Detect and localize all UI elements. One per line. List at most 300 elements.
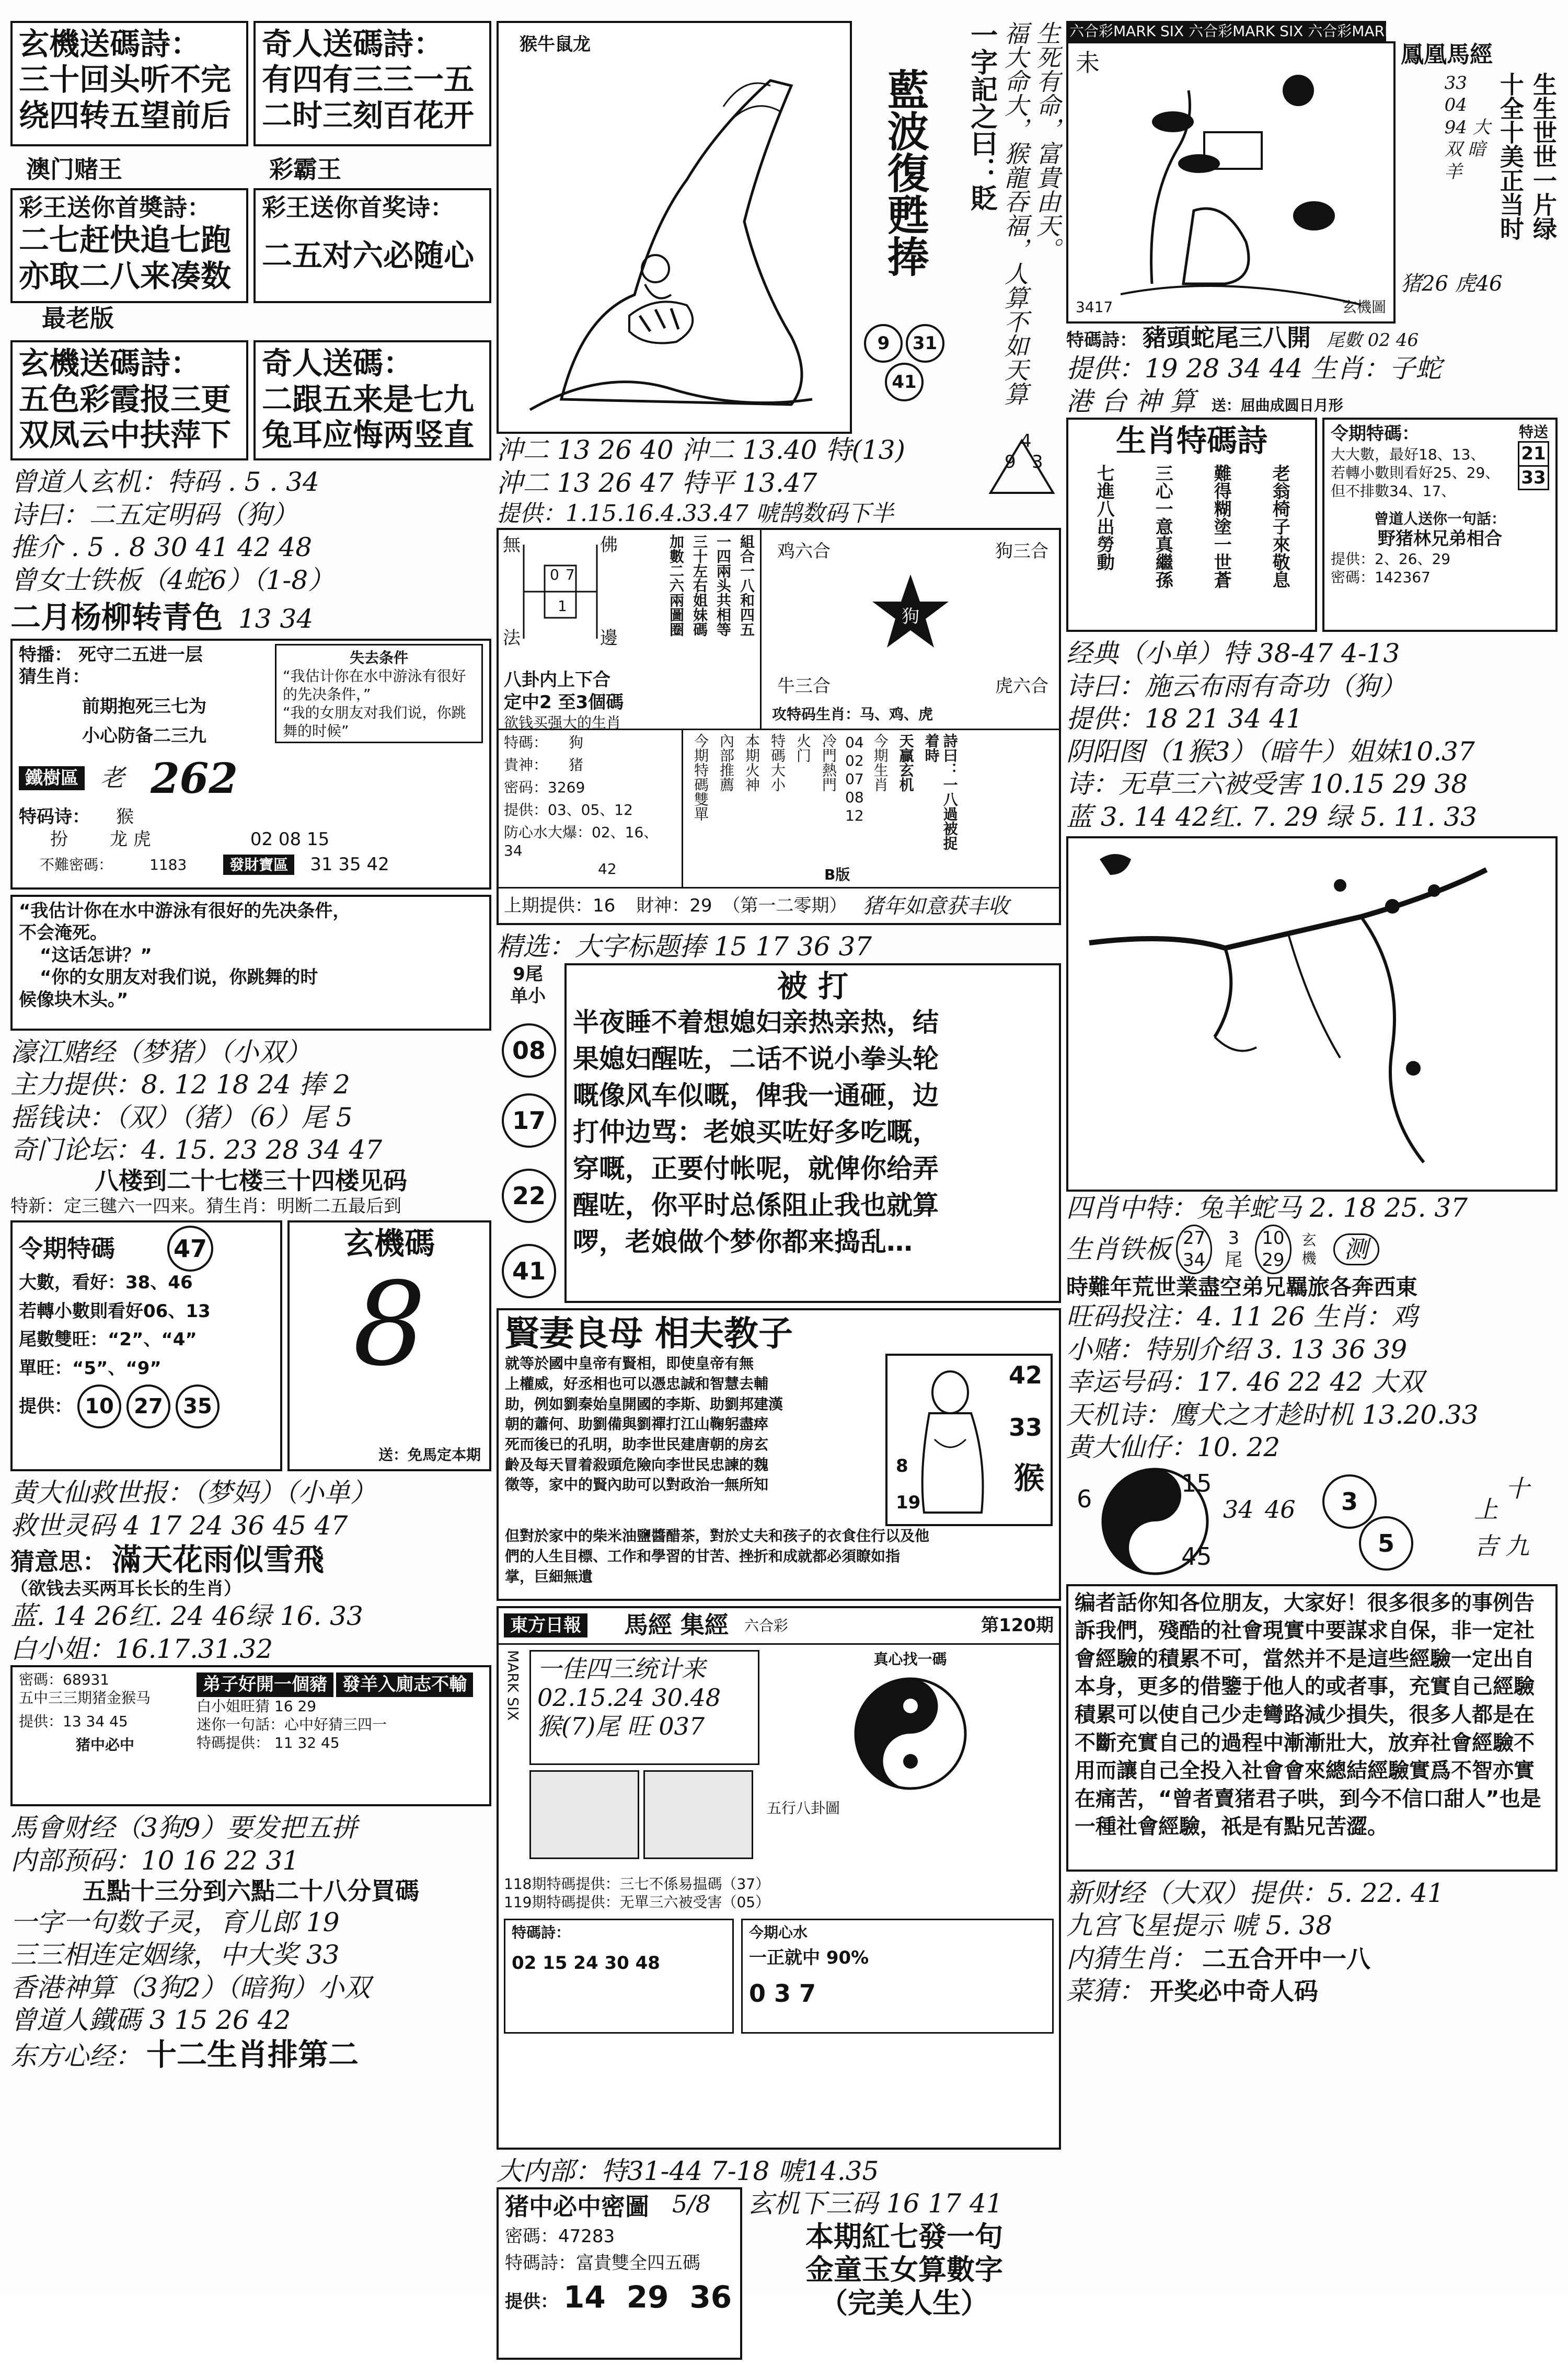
maj-tem-box xyxy=(504,1919,734,2034)
tieban-ce: 测 xyxy=(1333,1233,1379,1265)
lingqi2-l1: 大大數，最好18、13、 xyxy=(1331,445,1485,463)
branch-bird-drawing xyxy=(1068,838,1555,1190)
jingxuan-line: 精选：大字标题捧 15 17 36 37 xyxy=(497,931,872,962)
vert-poem-2: 福大命大，猴龍吞福，人算不如天算 xyxy=(1000,21,1029,406)
yinyang-line: 阴阳图（1猴3）（暗牛）姐妹10.37 xyxy=(1066,736,1475,767)
huangdx-line: 黄大仙仔：10. 22 xyxy=(1066,1432,1281,1463)
illus-caption: 猴牛鼠龙 xyxy=(520,34,591,55)
lingqi2-mi-v: 142367 xyxy=(1375,569,1431,586)
prize-box-2 xyxy=(253,188,491,303)
vert-num-3: 41 xyxy=(885,363,924,401)
jintong-line: 金童玉女算數字 xyxy=(805,2253,1003,2287)
tieban-n1: 27 xyxy=(1183,1227,1206,1249)
lingqi-line1: 大數，看好：38、46 xyxy=(19,1272,193,1294)
bagua-grid xyxy=(497,528,1061,925)
tebox-side-text2: “我的女朋友对我们说，你跳舞的时候” xyxy=(283,703,466,740)
poem1-line2: 绕四转五望前后 xyxy=(19,97,232,133)
joke-box xyxy=(10,895,491,1031)
tebox-side-title: 失去条件 xyxy=(349,649,408,666)
wudian-line: 五點十三分到六點二十八分買碼 xyxy=(83,1877,419,1906)
grid-bian: 邊 xyxy=(600,627,618,649)
grid-dingzhong: 定中2 至3個碼 xyxy=(504,691,624,713)
tebox-nums1: 02 08 15 xyxy=(250,828,330,850)
oldest-edition: 最老版 xyxy=(42,304,114,332)
maj-head-sub: 六合彩 xyxy=(744,1617,789,1634)
shiyue-line: 诗曰：施云布雨有奇功（狗） xyxy=(1066,671,1406,701)
prize1-line2: 亦取二八来凑数 xyxy=(19,258,232,294)
maj-head-mid: 馬經 集經 xyxy=(624,1611,729,1640)
lingqi-provide-label: 提供： xyxy=(19,1396,72,1417)
xianqi-n4: 19 xyxy=(896,1492,921,1514)
lan2-line: 蓝 3. 14 42红. 7. 29 绿 5. 11. 33 xyxy=(1066,801,1478,832)
grid-fa: 法 xyxy=(503,627,521,649)
tieban-pair-2 xyxy=(1255,1225,1291,1274)
hand-note-1: 曾道人玄机：特码 . 5 . 34 xyxy=(10,467,319,498)
mima-box xyxy=(10,1665,491,1806)
story-line-5: 穿嘅，正要付帐呢，就俾你给弄 xyxy=(573,1153,939,1184)
xincai-line: 新财经（大双）提供：5. 22. 41 xyxy=(1066,1877,1444,1908)
taiji-n46: 46 xyxy=(1265,1495,1296,1524)
mima-label1: 密碼： xyxy=(19,1671,63,1689)
grid-col4: 特碼大小 xyxy=(769,733,786,792)
grid-mi: 密码： xyxy=(504,779,548,796)
lingqi2-zeng: 曾道人送你一句話： xyxy=(1374,510,1506,527)
jingcai-label: 菜猜： xyxy=(1066,1976,1145,2006)
feng-hand: 猪26 虎46 xyxy=(1401,271,1503,296)
mi2-code-v: 47283 xyxy=(558,2226,615,2247)
xianqi-line-1: 就等於國中皇帝有賢相，即使皇帝有無 xyxy=(505,1355,754,1372)
willow-numbers: 13 34 xyxy=(238,604,314,634)
mi2-n3: 36 xyxy=(689,2279,732,2315)
shengxiao-title: 生肖特碼詩 xyxy=(1115,423,1267,459)
tebox-line1: 特播： 死守二五进一层 xyxy=(19,644,203,665)
grid-c4: 組合一八和四五 xyxy=(738,534,755,637)
grid-jiagua: 八卦内上下合 xyxy=(504,670,610,690)
tri-num-2: 9 xyxy=(1005,451,1016,472)
grid-tem: 特碼： xyxy=(504,734,548,751)
mima-bx: 白小姐旺猜 xyxy=(197,1697,270,1715)
caiyisi-value: 滿天花雨似雪飛 xyxy=(112,1542,325,1578)
grid-c3: 一四兩头共相等 xyxy=(714,534,732,637)
lingqi2-mi: 密碼： xyxy=(1331,569,1375,586)
grid-col6: 今期生肖 xyxy=(871,733,889,792)
sx-col-1: 老翁椅子來敬息 xyxy=(1269,464,1290,589)
maj-yizheng: 一正就中 90% xyxy=(749,1947,869,1968)
shi2-line: 诗：无草三六被受害 10.15 29 38 xyxy=(1066,769,1468,800)
right-tema-label: 特碼詩： xyxy=(1066,330,1137,351)
mima-zhuan-val: 心中好猜三四一 xyxy=(284,1715,387,1733)
xianqi-line-8: 但對於家中的柴米油鹽醬醋茶，對於丈夫和孩子的衣食住行以及他 xyxy=(505,1527,930,1545)
taiji-area xyxy=(1066,1464,1558,1584)
lingqi-circle-number: 47 xyxy=(167,1226,213,1272)
shinan-line: 時難年荒世業盡空弟兄羈旅各奔西東 xyxy=(1066,1274,1418,1300)
grid-gong: 攻特码生肖：马、鸡、虎 xyxy=(772,706,933,723)
mi2-box xyxy=(497,2187,742,2360)
jingcai-value: 开奖必中奇人码 xyxy=(1150,1977,1318,2006)
sixiao-line: 四肖中特：兔羊蛇马 2. 18 25. 37 xyxy=(1066,1193,1468,1224)
right-column xyxy=(1066,21,1558,2008)
taiji-n34: 34 xyxy=(1223,1495,1254,1524)
prize1-line1: 二七赶快追七跑 xyxy=(19,222,232,258)
feng-title: 鳳凰馬經 xyxy=(1401,41,1493,68)
poem-box-3 xyxy=(10,340,248,460)
xianqi-line-4: 朝的蕭何、助劉備與劉禪打江山鞠躬盡瘁 xyxy=(505,1415,769,1433)
mima-tesha-val: 11 32 45 xyxy=(274,1734,340,1751)
hand-note-4: 曾女士铁板（4蛇6）（1-8） xyxy=(10,564,335,595)
grid-n08: 08 xyxy=(845,789,864,806)
xingyun-line: 幸运号码：17. 46 22 42 大双 xyxy=(1066,1367,1424,1398)
maj-tem: 特碼詩： xyxy=(512,1923,571,1941)
right-tigong: 提供：19 28 34 44 生肖：子蛇 xyxy=(1066,353,1442,384)
lingqi-line2: 若轉小數則看好06、13 xyxy=(19,1300,211,1322)
tieban-n3: 3 xyxy=(1228,1227,1240,1249)
right-weishu: 尾數 02 46 xyxy=(1327,330,1419,351)
grid-zodiac-tl: 鸡六合 xyxy=(777,541,831,562)
tieban-wei: 尾 xyxy=(1225,1250,1243,1271)
hand-note-2: 诗曰：二五定明码（狗） xyxy=(10,499,298,530)
maj-issue: 第120期 xyxy=(981,1614,1054,1636)
tebox-line3: 前期抱死三七为 xyxy=(82,696,206,717)
maj-ruo: 猴(7)尾 旺 037 xyxy=(537,1712,705,1740)
tieban-n2: 34 xyxy=(1183,1250,1206,1271)
sx-col-3: 三心一意真繼孫 xyxy=(1152,464,1173,589)
mima-prov-label: 提供： xyxy=(19,1713,63,1731)
joke-line5: 候像块木头。” xyxy=(19,989,129,1010)
grid-zodiac-bl: 牛三合 xyxy=(777,675,831,697)
tebox-line2: 猜生肖： xyxy=(19,666,90,688)
tebox-code-char: 老 xyxy=(100,764,124,792)
mi2-tem: 特碼詩： xyxy=(505,2252,576,2274)
mid-hand-2: 沖二 13 26 47 特平 13.47 xyxy=(497,467,817,498)
vert-num-1: 9 xyxy=(864,324,903,363)
grid-caishen: 財神：29 xyxy=(636,895,712,917)
story-side xyxy=(497,963,559,1308)
story-side-top: 9尾 xyxy=(513,963,543,985)
maj-jia-box xyxy=(529,1650,759,1765)
xuanji-mark: 8 xyxy=(353,1257,426,1391)
tebox-side-text1: “我估计你在水中游泳有很好的先决条件，” xyxy=(283,667,466,703)
story-line-3: 嘅像风车似嘅，俾我一通砸，边 xyxy=(573,1080,939,1111)
grid-n12: 12 xyxy=(845,807,864,824)
vert-side: 一字記之曰：貶 xyxy=(965,21,997,211)
maj-nums-mid: 02 15 24 30 48 xyxy=(512,1952,660,1974)
mima-tesha: 特碼提供： xyxy=(197,1734,270,1751)
tri-num-1: 4 xyxy=(1020,430,1032,452)
lingqi2-l2: 若轉小數則看好25、29、 xyxy=(1331,464,1500,481)
maj-fin: 0 3 7 xyxy=(749,1979,816,2008)
joke-line4: “你的女朋友对我们说，你跳舞的时 xyxy=(40,967,318,988)
feng-vert-2: 十全十美正当时 xyxy=(1496,72,1525,240)
tieban-label: 生肖铁板 xyxy=(1066,1233,1171,1264)
grid-bottomright xyxy=(688,730,1059,887)
taiji-money-icon xyxy=(850,1674,971,1794)
poem3-line1: 五色彩霞报三更 xyxy=(19,381,232,417)
story-title: 被 打 xyxy=(777,968,849,1004)
lingqi-line4: 單旺：“5”、“9” xyxy=(19,1357,162,1379)
left-column xyxy=(10,21,491,2072)
xianqi-box xyxy=(497,1308,1061,1601)
maj-t2: 119期特碼提供：无單三六被受害（05） xyxy=(504,1893,770,1911)
sx-col-2: 難得糊塗一世蒼 xyxy=(1210,464,1232,589)
mi2-n1: 14 xyxy=(563,2279,606,2315)
mi2-code: 密碼： xyxy=(505,2226,558,2247)
vertical-title-strip xyxy=(857,21,951,434)
lingqi-num2: 27 xyxy=(126,1385,170,1428)
xuanji-box xyxy=(287,1220,491,1471)
gangsuan-sub: 送：屈曲成圆日月形 xyxy=(1211,396,1343,414)
sanxiang-line: 三三相连定姻缘，中大奖 33 xyxy=(10,1940,340,1970)
jiushi-line: 救世灵码 4 17 24 36 45 47 xyxy=(10,1510,348,1541)
feng-illustration xyxy=(1066,41,1396,324)
grid-mi-v: 3269 xyxy=(548,779,585,796)
grid-wu: 無 xyxy=(503,535,521,556)
tebox-seal: 發財寶區 xyxy=(223,855,294,875)
gangsuan: 港 台 神 算 xyxy=(1066,386,1196,417)
lingqi2-n2: 33 xyxy=(1518,467,1549,491)
mi2-tem-v: 富貴雙全四五碼 xyxy=(576,2252,700,2274)
maj-jia: 一佳四三统计来 xyxy=(537,1654,706,1683)
mid-hand-1: 沖二 13 26 40 沖二 13.40 特(13) xyxy=(497,435,906,465)
tianji-line: 天机诗：鹰犬之才趁时机 13.20.33 xyxy=(1066,1399,1479,1430)
prize2-title: 彩王送你首奖诗： xyxy=(262,193,454,222)
poem2-line2: 二时三刻百花开 xyxy=(262,97,475,133)
lingqi2-title: 令期特碼： xyxy=(1331,423,1420,445)
vert-poem-1: 生死有命，富貴由天。 xyxy=(1033,21,1061,261)
mima-val1: 68931 xyxy=(63,1671,110,1689)
taiji-shang: 上 xyxy=(1474,1495,1498,1524)
grid-topleft xyxy=(499,530,762,729)
lan-line: 蓝. 14 26红. 24 46绿 16. 33 xyxy=(10,1601,363,1632)
cross-grid-lines xyxy=(503,534,618,649)
zhuli-line: 主力提供：8. 12 18 24 捧 2 xyxy=(10,1069,350,1100)
qiluntan-line: 奇门论坛：4. 15. 23 28 34 47 xyxy=(10,1135,383,1166)
lingqi2-prov: 提供： xyxy=(1331,550,1375,568)
tigong2-line: 提供：18 21 34 41 xyxy=(1066,703,1303,734)
tebox-code-number: 262 xyxy=(151,753,238,803)
caiyisi-label: 猜意思： xyxy=(10,1548,107,1576)
willow-slogan: 二月杨柳转青色 xyxy=(10,599,223,636)
tebox-line4: 小心防备二三九 xyxy=(82,725,206,747)
lingqi-title: 令期特碼 xyxy=(19,1234,115,1263)
lingqi2-prov-v: 2、26、29 xyxy=(1375,550,1451,568)
grid-zodiac-br: 虎六合 xyxy=(995,675,1048,697)
xianqi-line-9: 們的人生目標、工作和學習的甘苦、挫折和成就都必須瞭如指 xyxy=(505,1548,901,1565)
grid-n02: 02 xyxy=(845,752,864,769)
prize-box-1 xyxy=(10,188,248,303)
lingqi2-side: 特送 xyxy=(1518,423,1548,441)
mi2-title: 猪中必中密圖 xyxy=(505,2193,649,2221)
taiji-n3: 3 xyxy=(1322,1474,1377,1529)
wanmei-line: （完美人生） xyxy=(820,2286,989,2320)
binjiang-line: 濠江赌经（梦猪）（小双） xyxy=(10,1036,311,1067)
mi2-prov: 提供： xyxy=(505,2291,558,2313)
story-line-2: 果媳妇醒咗，二话不说小拳头轮 xyxy=(573,1043,939,1074)
grid-gui: 貴神： xyxy=(504,756,548,774)
tebox-nums2: 31 35 42 xyxy=(310,854,389,875)
mark-six-band: 六合彩MARK SIX 六合彩MARK SIX 六合彩MARK SIX 六合彩MARK SIX xyxy=(1066,21,1386,41)
grid-m1: 0 xyxy=(550,566,559,583)
maj-ad-2 xyxy=(643,1770,753,1859)
macau-king-label: 澳门赌王 xyxy=(26,155,122,184)
hand-note-3: 推介 . 5 . 8 30 41 42 48 xyxy=(10,532,313,563)
xianqi-monkey: 猴 xyxy=(1013,1460,1044,1496)
grid-bban: B版 xyxy=(824,866,850,883)
prize2-line1: 二五对六必随心 xyxy=(262,238,475,274)
neicai-label: 内猜生肖： xyxy=(1066,1943,1197,1974)
guanyin-illustration xyxy=(885,1354,1053,1526)
maj-mark-left: MARK SIX xyxy=(504,1649,522,1721)
xianqi-line-2: 上權威，好丞相也可以憑忠誠和智慧去輔 xyxy=(505,1375,769,1392)
poem-box-1 xyxy=(10,21,248,146)
story-side-sub: 单小 xyxy=(510,986,546,1007)
xuanji-title: 玄機碼 xyxy=(343,1226,435,1262)
texin-line: 特新：定三毽六一四来。猜生肖：明断二五最后到 xyxy=(10,1195,401,1217)
grid-bottomleft xyxy=(499,730,683,887)
tebox-code-label: 鐵樹區 xyxy=(19,766,85,791)
grid-fo: 佛 xyxy=(600,535,618,556)
grid-hand-foot: 猪年如意获丰收 xyxy=(862,894,1009,918)
mid-hand-3: 提供：1.15.16.4.33.47 唬鹄数码下半 xyxy=(497,500,894,527)
neicai-value: 二五合开中一八 xyxy=(1202,1944,1370,1973)
tieban-pair-1 xyxy=(1176,1225,1212,1274)
xianqi-line-7: 徵等，家中的賢內助可以對政治一無所知 xyxy=(505,1476,769,1494)
xianqi-title: 賢妻良母 相夫教子 xyxy=(505,1312,793,1354)
maj-ad-1 xyxy=(529,1770,639,1859)
vert-num-2: 31 xyxy=(906,324,944,363)
poem2-title: 奇人送碼詩： xyxy=(262,26,444,62)
mi2-sign: 5/8 xyxy=(672,2189,711,2218)
maj-zhen: 真心找一碼 xyxy=(873,1650,947,1668)
mima-bx-val: 16 29 xyxy=(274,1697,317,1715)
neibu-line: 内部预码：10 16 22 31 xyxy=(10,1845,299,1876)
grid-fang-v2: 42 xyxy=(598,860,617,878)
wangma-line: 旺码投注：4. 11 26 生肖：鸡 xyxy=(1066,1301,1418,1332)
tebox-tema-label: 特码诗： xyxy=(19,806,90,828)
grid-col1: 今期特碼雙單 xyxy=(692,733,709,821)
grid-shangqi: 上期提供：16 xyxy=(504,895,616,917)
feng-tag: 33 04 94 大双 暗羊 xyxy=(1444,72,1491,182)
tebox-lh-value: 龙 虎 xyxy=(110,828,151,850)
mima-zhuan: 迷你一句話： xyxy=(197,1715,285,1733)
xianqi-line-10: 掌，巨細無遺 xyxy=(505,1567,593,1585)
grid-col4b: 火门 xyxy=(794,733,812,763)
story-box xyxy=(564,963,1061,1303)
grid-m3: 1 xyxy=(558,597,567,615)
poem3-line2: 双凤云中扶萍下 xyxy=(19,417,232,453)
xuanji-foot: 送：免馬定本期 xyxy=(378,1446,481,1464)
lingqi-line3: 尾數雙旺：“2”、“4” xyxy=(19,1329,197,1351)
yaoqian-line: 摇钱诀：（双）（猪）（6）尾 5 xyxy=(10,1102,353,1133)
grid-fang-v: 02、16、34 xyxy=(504,824,659,859)
feng-no: 3417 xyxy=(1076,298,1113,316)
xianqi-n1: 42 xyxy=(1008,1361,1042,1390)
right-tema-value: 豬頭蛇尾三八開 xyxy=(1143,324,1311,352)
grid-fang: 防心水大爆： xyxy=(504,824,592,841)
tema-box xyxy=(10,639,491,890)
joke-line3: “这话怎讲？” xyxy=(40,944,152,966)
taiji-n5: 5 xyxy=(1359,1516,1413,1571)
grid-col7: 天贏玄机 xyxy=(897,733,915,792)
xianqi-n3: 8 xyxy=(896,1456,908,1477)
jiugong-line: 九宫飞星提示 唬 5. 38 xyxy=(1066,1910,1333,1941)
middle-column xyxy=(497,21,1061,2365)
feng-vert-1: 生生世世一片绿 xyxy=(1529,72,1558,240)
xianqi-line-3: 助，例如劉秦始皇開國的李斯、助劉邦建漢 xyxy=(505,1395,783,1413)
mi2-n2: 29 xyxy=(626,2279,669,2315)
caiyisi-sub: （欲钱去买两耳长长的生肖） xyxy=(10,1578,241,1599)
xianqi-line-6: 齡及每天冒着殺頭危險向李世民忠諫的魏 xyxy=(505,1456,769,1473)
flower-vase-drawing xyxy=(1068,43,1393,321)
grid-col8: 詩曰：一八過被捉着時 xyxy=(923,733,959,850)
grid-gui-v: 猪 xyxy=(569,756,584,774)
maj-jmx: 今期心水 xyxy=(749,1923,808,1941)
lingqi-num3: 35 xyxy=(176,1385,220,1428)
tieban-n5: 29 xyxy=(1262,1250,1285,1271)
feng-label: 玄機圖 xyxy=(1342,298,1386,316)
grid-n04: 04 xyxy=(845,734,864,751)
poem1-title: 玄機送碼詩： xyxy=(19,26,201,62)
story-num-3: 22 xyxy=(502,1169,556,1223)
maj-biao1: 五行八卦圖 xyxy=(767,1799,840,1817)
yizi-line: 一字一句数子灵，育儿郎 19 xyxy=(10,1907,340,1937)
feng-wei: 未 xyxy=(1076,49,1100,77)
grid-zodiac-tr: 狗三合 xyxy=(995,541,1048,562)
taiji-n6: 6 xyxy=(1077,1484,1092,1513)
taiji-ji: 吉 xyxy=(1474,1531,1498,1560)
grid-qian: 欲钱买强大的生肖 xyxy=(504,714,621,731)
jingdian-line: 经典（小单）特 38-47 4-13 xyxy=(1066,638,1400,669)
mountain-illustration xyxy=(497,21,852,434)
mahui-line: 馬會财经（3狗9）要发把五拼 xyxy=(10,1813,358,1843)
grid-prov: 提供： xyxy=(504,801,548,818)
mima-banner2: 發羊入廁志不輸 xyxy=(336,1672,473,1697)
grid-tem-v: 狗 xyxy=(569,734,584,751)
xianqi-line-5: 死而後已的孔明，助李世民建唐朝的房玄 xyxy=(505,1435,769,1453)
huangdaxian-line: 黄大仙救世报：（梦妈）（小单） xyxy=(10,1478,376,1508)
mima-sub1: 五中三三期猪金猴马 xyxy=(19,1689,151,1707)
lingqi2-n1: 21 xyxy=(1518,441,1549,467)
taiji-jiu: 九 xyxy=(1505,1531,1529,1560)
tebox-side xyxy=(275,644,483,743)
poem-box-2 xyxy=(253,21,491,146)
taiji-shi: 十 xyxy=(1505,1474,1529,1503)
grid-star-label: 狗 xyxy=(902,606,919,627)
lingqi2-box xyxy=(1322,418,1558,632)
benqi-line: 本期紅七發一句 xyxy=(805,2220,1003,2253)
grid-col2: 內部推薦 xyxy=(718,733,735,792)
dongfang-big: 十二生肖排第二 xyxy=(146,2036,359,2072)
grid-c1: 加數二六兩圖圈 xyxy=(667,534,685,637)
grid-m2: 7 xyxy=(566,566,575,583)
dongfang-label: 东方心经： xyxy=(10,2040,141,2071)
tebox-bu-label: 不難密碼： xyxy=(40,856,113,873)
editor-box xyxy=(1066,1584,1558,1872)
tebox-bu-value: 1183 xyxy=(149,856,187,873)
poem3-title: 玄機送碼詩： xyxy=(19,345,201,382)
grid-diershiqi: （第一二零期） xyxy=(722,895,847,917)
taiji-n45: 45 xyxy=(1181,1542,1212,1571)
branch-illustration xyxy=(1066,836,1558,1192)
mima-prov-val: 13 34 45 xyxy=(63,1713,128,1731)
poem-box-4 xyxy=(253,340,491,460)
sx-col-4: 七進八出勞動 xyxy=(1093,464,1115,571)
poem4-line2: 兔耳应悔两竖直 xyxy=(262,417,475,453)
prize1-title: 彩王送你首奬詩： xyxy=(19,193,211,222)
xianqi-n2: 33 xyxy=(1008,1413,1042,1442)
lingqi-box xyxy=(10,1220,282,1471)
mima-foot: 猪中必中 xyxy=(75,1736,134,1754)
story-num-1: 08 xyxy=(502,1023,556,1078)
